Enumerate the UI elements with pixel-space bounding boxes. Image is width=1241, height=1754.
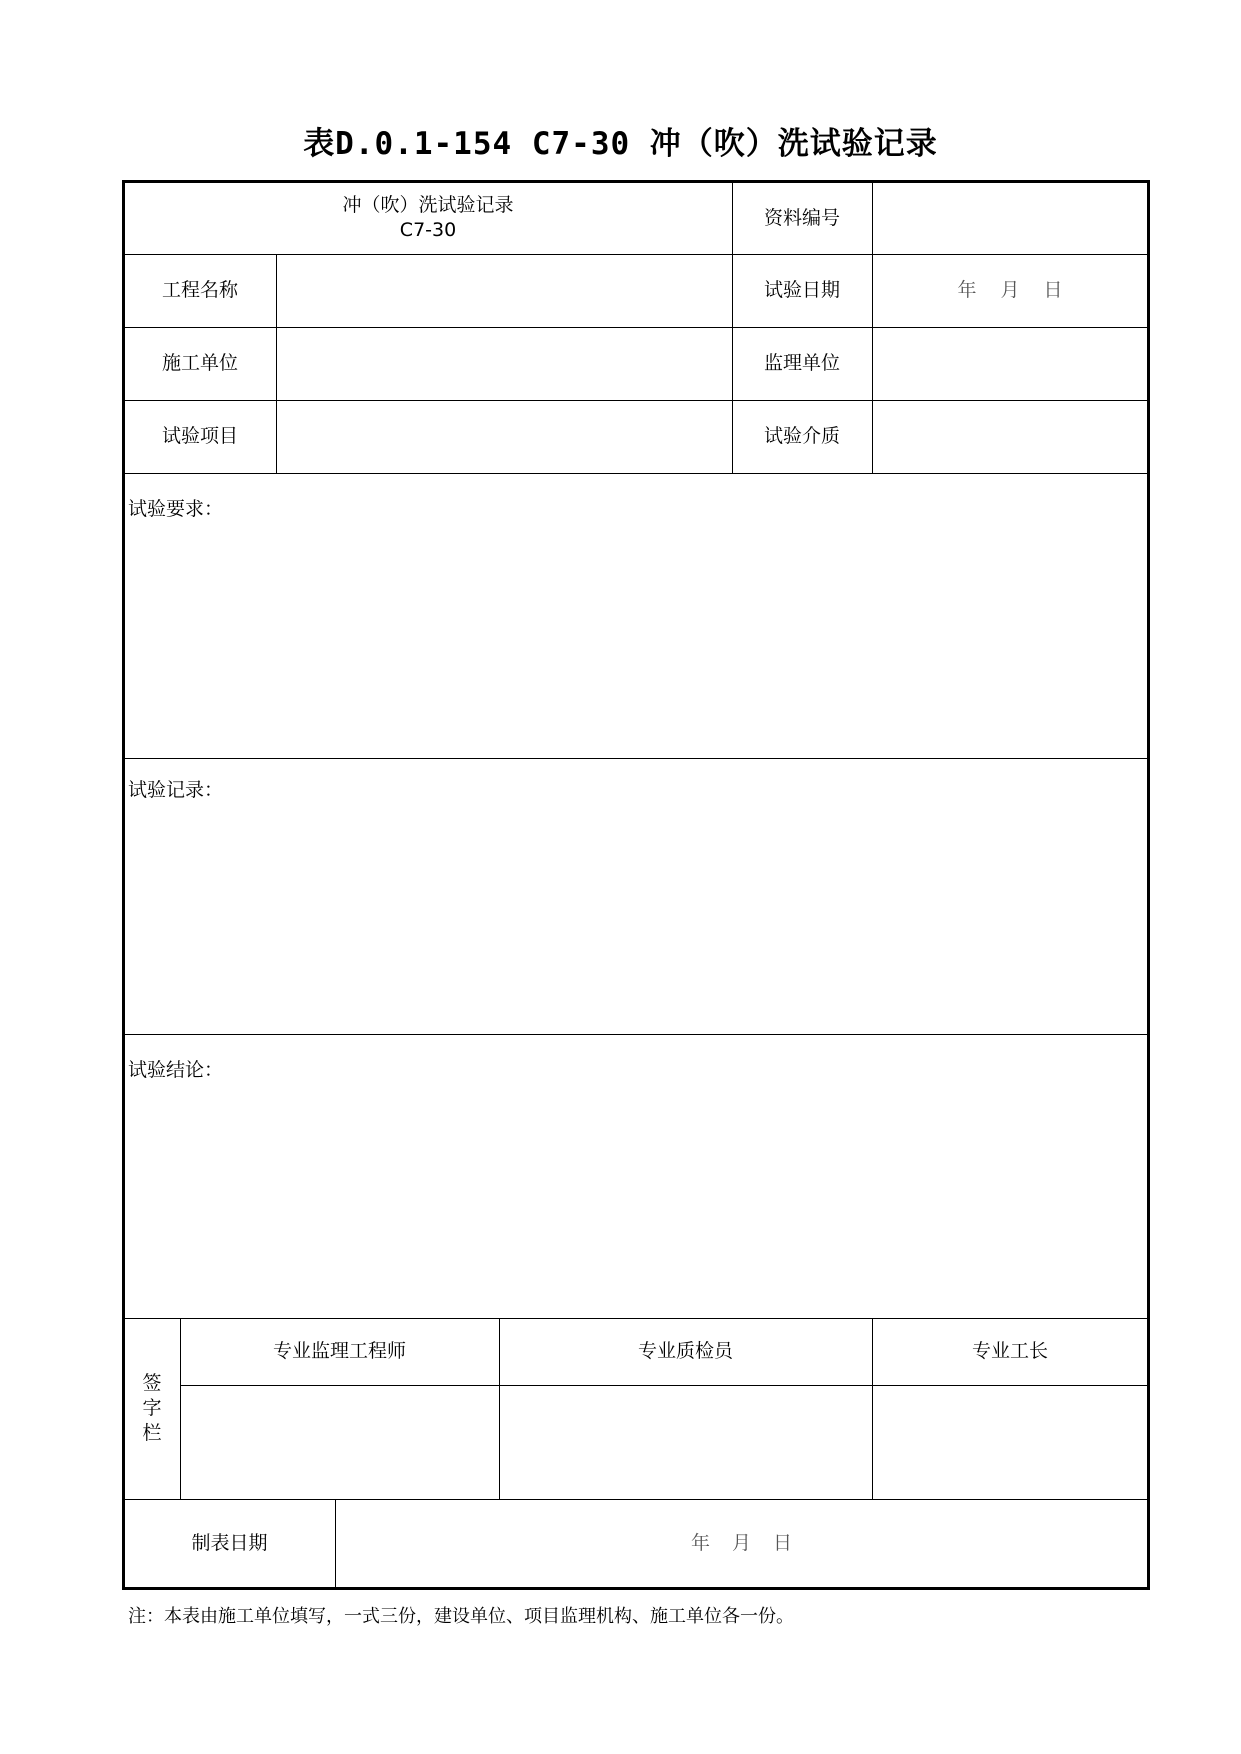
- quality-inspector-header: 专业质检员: [637, 1340, 733, 1362]
- form-date-label: 制表日期: [191, 1532, 268, 1554]
- test-conclusion-label: 试验结论：: [128, 1059, 224, 1081]
- test-medium-label: 试验介质: [763, 425, 840, 447]
- date-day: 日: [773, 1532, 793, 1554]
- signature-char: 栏: [142, 1422, 162, 1444]
- record-name: 冲（吹）洗试验记录: [342, 194, 514, 216]
- test-record-area[interactable]: [124, 810, 1148, 1032]
- row-divider: [124, 1034, 1148, 1035]
- test-item-label: 试验项目: [161, 425, 238, 447]
- signature-char: 字: [142, 1397, 162, 1419]
- form-date-field[interactable]: [335, 1499, 1148, 1588]
- contractor-field[interactable]: [276, 327, 732, 400]
- signature-char: 签: [142, 1372, 162, 1394]
- row-divider: [124, 473, 1148, 474]
- test-requirement-area[interactable]: [124, 530, 1148, 756]
- test-requirement-label: 试验要求：: [128, 498, 224, 520]
- test-conclusion-area[interactable]: [124, 1090, 1148, 1316]
- foreman-header: 专业工长: [971, 1340, 1048, 1362]
- doc-no-field[interactable]: [872, 182, 1148, 254]
- test-item-field[interactable]: [276, 400, 732, 473]
- doc-no-label: 资料编号: [763, 206, 840, 229]
- date-year: 年: [690, 1532, 710, 1554]
- row-divider: [124, 758, 1148, 759]
- contractor-label: 施工单位: [161, 352, 238, 374]
- date-month: 月: [731, 1532, 751, 1554]
- supervising-engineer-signature[interactable]: [180, 1386, 499, 1499]
- test-date-label: 试验日期: [763, 279, 840, 301]
- footnote: 注：本表由施工单位填写，一式三份，建设单位、项目监理机构、施工单位各一份。: [128, 1606, 794, 1627]
- supervising-engineer-header: 专业监理工程师: [272, 1340, 406, 1362]
- record-header: [124, 182, 732, 254]
- supervisor-label: 监理单位: [763, 352, 840, 374]
- signature-column-label: [124, 1318, 180, 1499]
- test-date-field[interactable]: 年 月 日: [957, 279, 1063, 301]
- project-name-field[interactable]: [276, 254, 732, 327]
- supervisor-field[interactable]: [872, 327, 1148, 400]
- page-title: 表D.0.1-154 C7-30 冲（吹）洗试验记录: [303, 126, 938, 162]
- quality-inspector-signature[interactable]: [499, 1386, 872, 1499]
- foreman-signature[interactable]: [872, 1386, 1148, 1499]
- test-record-label: 试验记录：: [128, 779, 224, 801]
- record-code: C7-30: [399, 219, 457, 241]
- test-medium-field[interactable]: [872, 400, 1148, 473]
- project-name-label: 工程名称: [161, 279, 238, 301]
